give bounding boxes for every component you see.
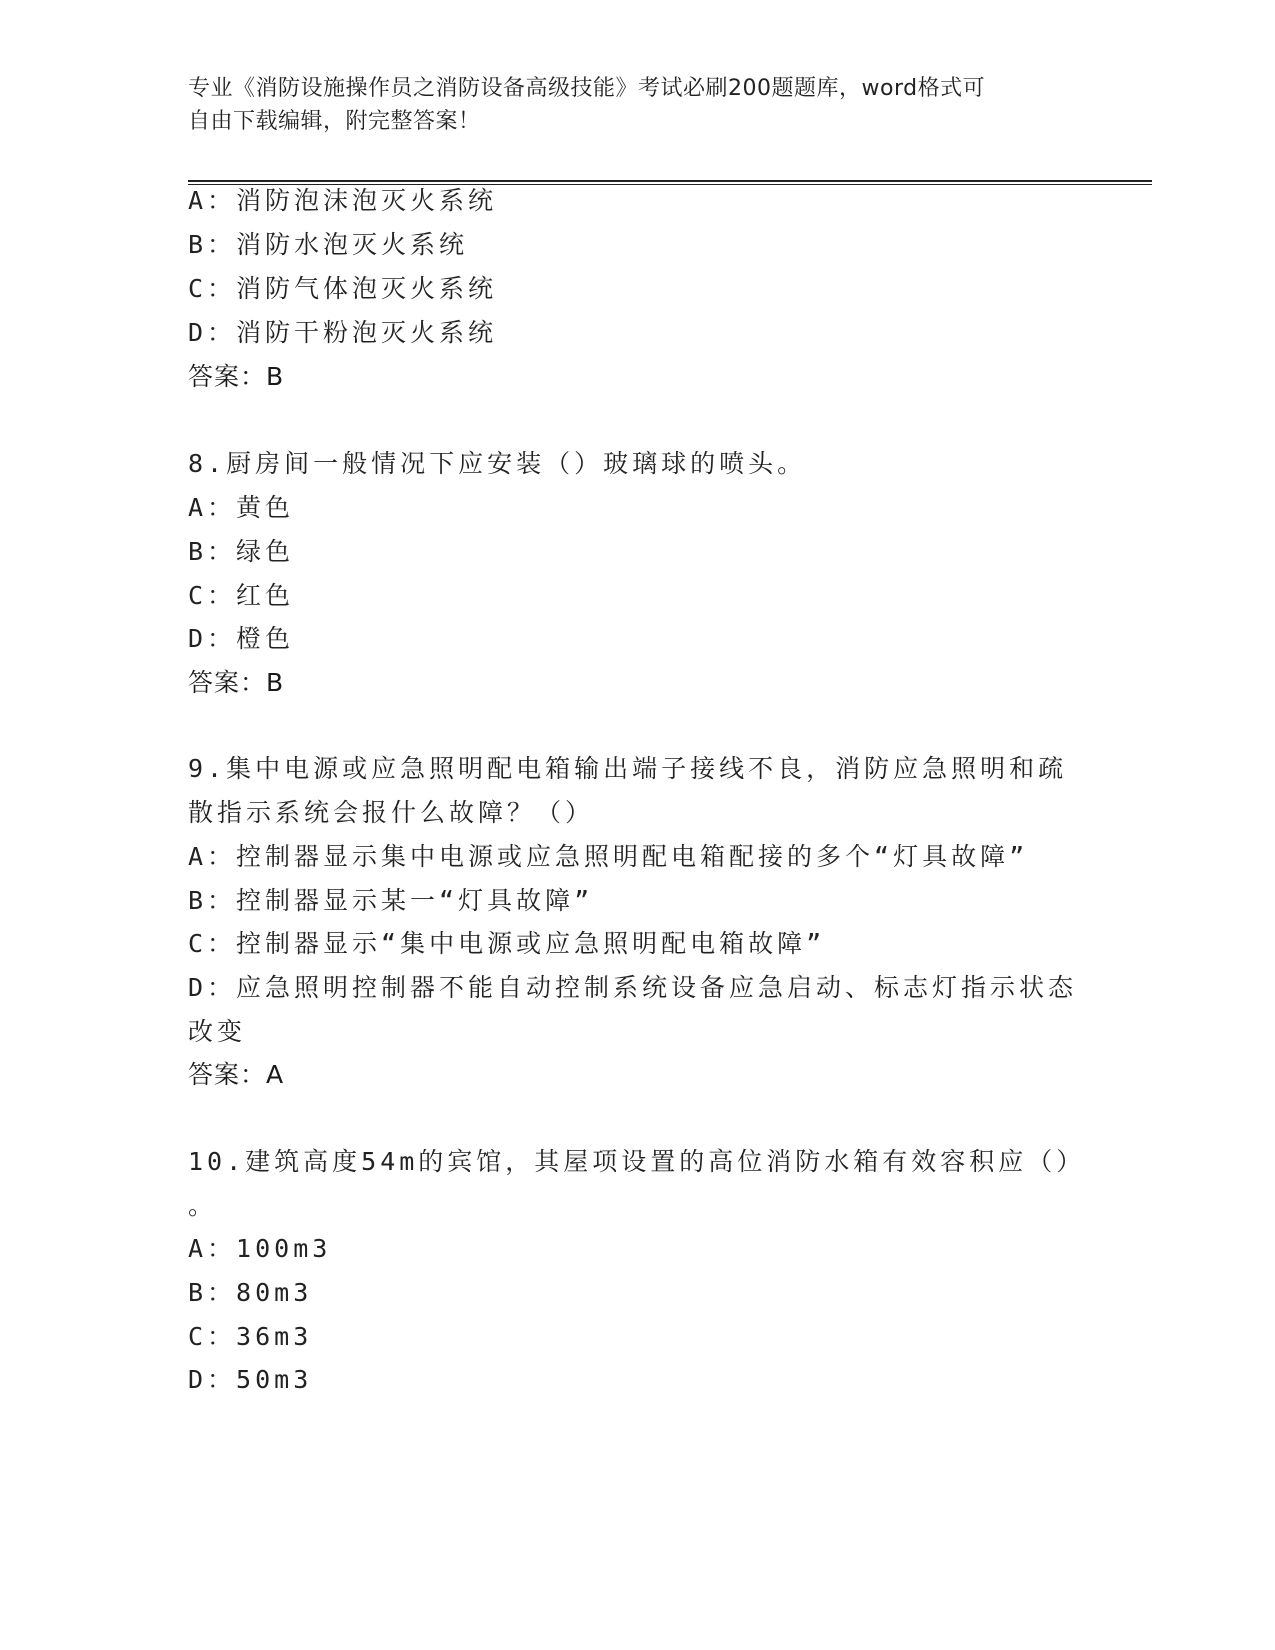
option-b: B：消防水泡灭火系统 [188, 230, 469, 259]
question-stem-line-2: 散指示系统会报什么故障？（） [188, 798, 595, 827]
option-d: D：橙色 [188, 624, 295, 653]
answer-line: 答案：B [188, 668, 285, 697]
option-c: C：消防气体泡灭火系统 [188, 274, 498, 303]
question-stem: 8.厨房间一般情况下应安装（）玻璃球的喷头。 [188, 449, 807, 478]
option-d: D：消防干粉泡灭火系统 [188, 318, 498, 347]
question-stem-line-1: 9.集中电源或应急照明配电箱输出端子接线不良，消防应急照明和疏 [188, 754, 1068, 783]
question-stem-line-2: 。 [188, 1191, 218, 1220]
header-line-2: 自由下载编辑，附完整答案！ [188, 109, 481, 134]
answer-line: 答案：A [188, 1060, 285, 1089]
option-c: C：36m3 [188, 1322, 313, 1351]
option-c: C：红色 [188, 581, 295, 610]
option-d: D：50m3 [188, 1365, 313, 1394]
document-header [188, 72, 1088, 138]
option-a: A：控制器显示集中电源或应急照明配电箱配接的多个“灯具故障” [188, 842, 1029, 871]
answer-line: 答案：B [188, 362, 285, 391]
question-stem-line-1: 10.建筑高度54m的宾馆，其屋项设置的高位消防水箱有效容积应（） [188, 1147, 1086, 1176]
option-b: B：控制器显示某一“灯具故障” [188, 886, 594, 915]
header-line-1: 专业《消防设施操作员之消防设备高级技能》考试必刷200题题库，word格式可 [188, 76, 986, 101]
option-a: A：100m3 [188, 1234, 332, 1263]
option-c: C：控制器显示“集中电源或应急照明配电箱故障” [188, 929, 826, 958]
option-b: B：80m3 [188, 1278, 313, 1307]
option-d: D：应急照明控制器不能自动控制系统设备应急启动、标志灯指示状态 [188, 973, 1078, 1002]
option-d-continuation: 改变 [188, 1017, 247, 1046]
option-a: A：消防泡沫泡灭火系统 [188, 186, 498, 215]
option-b: B：绿色 [188, 537, 295, 566]
option-a: A：黄色 [188, 493, 295, 522]
